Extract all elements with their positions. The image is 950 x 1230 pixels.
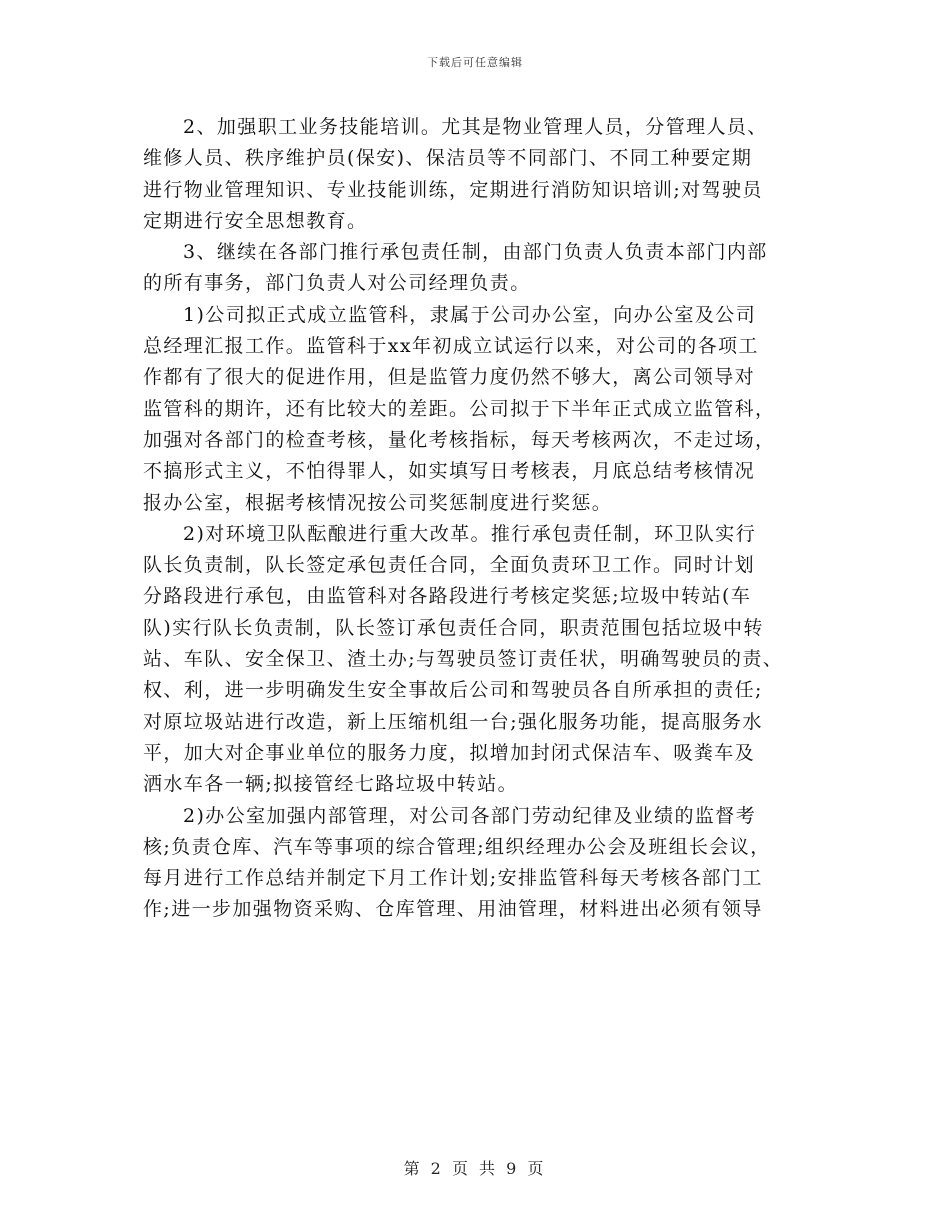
- paragraph-office-management: [143, 801, 815, 926]
- paragraph-supervision-dept: [143, 300, 815, 519]
- text-line: 每月进行工作总结并制定下月工作计划;安排监管科每天考核各部门工: [143, 867, 763, 890]
- text-line: 对原垃圾站进行改造，新上压缩机组一台;强化服务功能，提高服务水: [143, 710, 763, 733]
- text-line: 总经理汇报工作。监管科于xx年初成立试运行以来，对公司的各项工: [143, 335, 759, 358]
- text-line: 作;进一步加强物资采购、仓库管理、用油管理，材料进出必须有领导: [143, 898, 763, 921]
- text-line: 2)办公室加强内部管理，对公司各部门劳动纪律及业绩的监督考: [183, 804, 757, 827]
- page-header: 下载后可任意编辑: [427, 56, 523, 69]
- text-line: 2)对环境卫队酝酿进行重大改革。推行承包责任制，环卫队实行: [183, 522, 757, 545]
- text-line: 作都有了很大的促进作用，但是监管力度仍然不够大，离公司领导对: [143, 366, 756, 389]
- text-line: 监管科的期许，还有比较大的差距。公司拟于下半年正式成立监管科，: [143, 397, 776, 420]
- text-line: 洒水车各一辆;拟接管经七路垃圾中转站。: [143, 773, 519, 796]
- text-line: 进行物业管理知识、专业技能训练，定期进行消防知识培训;对驾驶员: [143, 178, 763, 201]
- text-line: 站、车队、安全保卫、渣土办;与驾驶员签订责任状，明确驾驶员的责、: [143, 648, 784, 671]
- text-line: 报办公室，根据考核情况按公司奖惩制度进行奖惩。: [143, 491, 613, 514]
- paragraph-sanitation-reform: [143, 519, 815, 801]
- paragraph-staff-training: [143, 112, 815, 237]
- text-line: 核;负责仓库、汽车等事项的综合管理;组织经理办公会及班组长会议，: [143, 835, 771, 858]
- paragraph-contract-responsibility: [143, 237, 815, 300]
- page-footer: 第 2 页 共 9 页: [403, 1159, 547, 1178]
- text-line: 队长负责制，队长签定承包责任合同，全面负责环卫工作。同时计划: [143, 554, 756, 577]
- text-line: 权、利，进一步明确发生安全事故后公司和驾驶员各自所承担的责任;: [143, 679, 763, 702]
- text-line: 2、加强职工业务技能培训。尤其是物业管理人员，分管理人员、: [183, 116, 768, 138]
- text-line: 的所有事务，部门负责人对公司经理负责。: [143, 272, 531, 295]
- document-body: [143, 112, 815, 926]
- text-line: 不搞形式主义，不怕得罪人，如实填写日考核表，月底总结考核情况: [143, 460, 756, 483]
- text-line: 维修人员、秩序维护员(保安)、保洁员等不同部门、不同工种要定期: [143, 147, 753, 170]
- text-line: 1)公司拟正式成立监管科，隶属于公司办公室，向办公室及公司: [183, 303, 757, 326]
- text-line: 分路段进行承包，由监管科对各路段进行考核定奖惩;垃圾中转站(车: [143, 585, 752, 608]
- text-line: 加强对各部门的检查考核，量化考核指标，每天考核两次，不走过场，: [143, 428, 776, 451]
- text-line: 3、继续在各部门推行承包责任制，由部门负责人负责本部门内部: [183, 241, 768, 264]
- text-line: 定期进行安全思想教育。: [143, 209, 368, 232]
- text-line: 平，加大对企事业单位的服务力度，拟增加封闭式保洁车、吸粪车及: [143, 741, 756, 764]
- text-line: 队)实行队长负责制，队长签订承包责任合同，职责范围包括垃圾中转: [143, 616, 764, 639]
